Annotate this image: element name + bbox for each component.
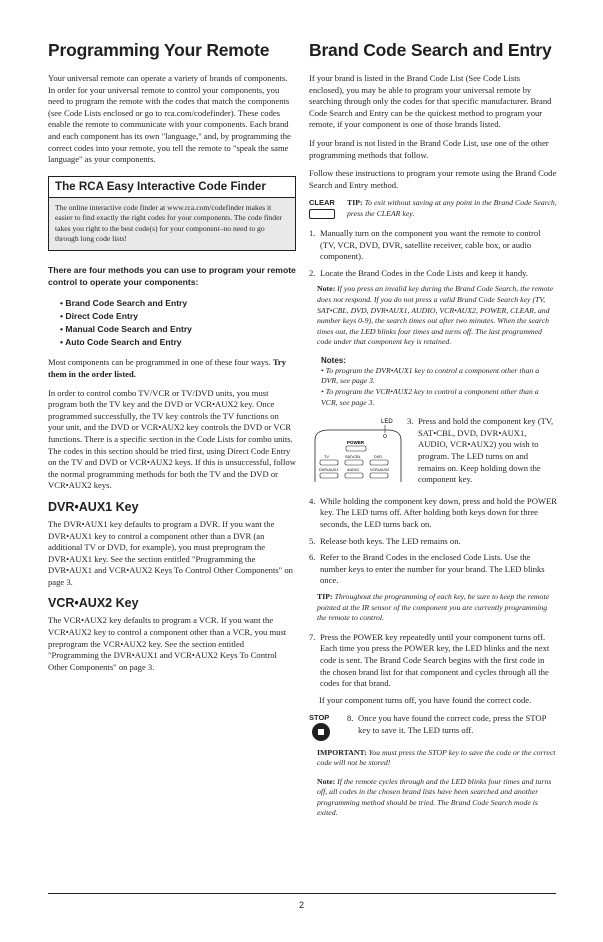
stop-key-label: STOP bbox=[309, 713, 330, 723]
ir-sensor-tip bbox=[317, 592, 557, 624]
order-paragraph bbox=[48, 357, 296, 380]
note-label: Note: bbox=[317, 284, 336, 294]
order-text: Most components can be programmed in one of these four ways. bbox=[48, 357, 271, 368]
clear-key-shape bbox=[309, 209, 335, 219]
step-3: 3. Press and hold the component key (TV, SAT•CBL, DVD, DVR•AUX1, AUDIO, VCR•AUX2) you wish to program. The LED turns on and remains on. Keep holding down the component key. bbox=[407, 416, 557, 486]
important-body: You must press the STOP key to save the code or the correct code will not be stored! bbox=[317, 747, 556, 768]
notes-label: Notes: bbox=[321, 355, 346, 365]
power-key bbox=[346, 446, 366, 451]
step-6-text: Refer to the Brand Codes in the enclosed Code Lists. Use the number keys to enter the number for your brand. The LED blinks once. bbox=[320, 552, 545, 586]
led-label: LED bbox=[381, 419, 393, 426]
clear-tip bbox=[309, 198, 557, 220]
dvd-key bbox=[370, 460, 388, 465]
remote-illustration bbox=[309, 416, 403, 484]
remote-step-row bbox=[309, 416, 557, 491]
notes-block bbox=[309, 356, 557, 408]
step-7: 7. Press the POWER key repeatedly until your component turns off. Each time you press the POWER key, the LED blinks and the next code is sent. The Brand Code Search begins with the first code in the chosen brand list for that component and cycles through all the codes for that brand. bbox=[309, 632, 557, 690]
dvr-paragraph: The DVR•AUX1 key defaults to program a DVR. If you want the DVR•AUX1 key to control a component other than a DVR (an additional TV or DVD, for example), you must preprogram the DVR•AUX1 key. See the section entitled "Programming the DVR•AUX1 and VCR•AUX2 Keys To Control Other Components" on page 3. bbox=[48, 518, 293, 587]
step-4-text: While holding the component key down, press and hold the POWER key. The LED turns off. After holding both keys down for three seconds, the LED turns back on. bbox=[320, 495, 558, 529]
stop-key-shape bbox=[312, 723, 330, 741]
page-number: 2 bbox=[298, 900, 304, 910]
tv-key bbox=[320, 460, 338, 465]
led-indicator bbox=[384, 435, 387, 438]
step-2: 2. Locate the Brand Codes in the Code Lists and keep it handy. bbox=[309, 268, 557, 280]
vcr-heading: VCR•AUX2 Key bbox=[48, 596, 139, 611]
important-note bbox=[317, 748, 557, 769]
step-6: 6. Refer to the Brand Codes in the enclosed Code Lists. Use the number keys to enter the number for your brand. The LED blinks once. bbox=[309, 552, 557, 587]
brand-p1: If your brand is listed in the Brand Code List (See Code Lists enclosed), you may be able to program your universal remote by searching through only the codes for that specific manufacturer. Brand Code Search and Entry can be the quickest method to program your remote, if your component is one of those brands listed. bbox=[309, 73, 552, 130]
tip-label: TIP: bbox=[347, 198, 363, 208]
step-7-followup: If your component turns off, you have found the correct code. bbox=[319, 694, 532, 705]
tv-key-label: TV bbox=[324, 455, 329, 460]
notes-item: • To program the DVR•AUX1 key to control a component other than a DVR, see page 3. bbox=[321, 365, 540, 386]
combo-paragraph: In order to control combo TV/VCR or TV/DVD units, you must program both the TV key and the DVD or VCR•AUX2 key. Once programmed successfully, the TV key controls the TV functions on your unit, and the DVD or VCR•AUX2 key controls the DVD or VCR functions. There is a specific section in the Code Lists for combo units. The codes in this section should be tried first, using Direct Code Entry on the TV and DVD or VCR•AUX2 keys. If this is unsuccessful, follow the normal programming methods for both the TV and the DVD or VCR•AUX2 keys. bbox=[48, 387, 296, 491]
important-label: IMPORTANT: bbox=[317, 747, 367, 757]
order-bold: Try them in the order listed. bbox=[48, 357, 287, 379]
step-5: 5. Release both keys. The LED remains on. bbox=[309, 536, 557, 548]
vcraux2-key bbox=[370, 473, 388, 478]
notes-item: • To program the VCR•AUX2 key to control a component other than a VCR, see page 3. bbox=[321, 387, 539, 407]
step-3-text: Press and hold the component key (TV, SAT•CBL, DVD, DVR•AUX1, AUDIO, VCR•AUX2) you wish to program. The LED turns on and remains on. Keep holding down the component key. bbox=[418, 416, 554, 485]
step-2-text: Locate the Brand Codes in the Code Lists and keep it handy. bbox=[320, 267, 529, 278]
method-item: • Direct Code Entry bbox=[60, 310, 296, 323]
step-1-text: Manually turn on the component you want the remote to control (TV, VCR, DVD, DVR, satellite receiver, cable box, or audio component). bbox=[320, 227, 541, 262]
tip2-label: TIP: bbox=[317, 591, 333, 601]
brand-p2: If your brand is not listed in the Brand Code List, use one of the other programming methods that follow. bbox=[309, 137, 549, 160]
note2-label: Note: bbox=[317, 776, 336, 786]
stop-key-icon bbox=[309, 713, 339, 741]
invalid-key-note bbox=[317, 284, 557, 348]
step-8: 8. Once you have found the correct code, press the STOP key to save it. The LED turns off. bbox=[347, 713, 557, 736]
code-finder-callout bbox=[48, 176, 296, 252]
callout-title: The RCA Easy Interactive Code Finder bbox=[49, 177, 295, 198]
tip2-body: Throughout the programming of each key, be sure to keep the remote pointed at the IR sensor of the component you are currently programming the remote to control. bbox=[317, 591, 550, 623]
audio-key bbox=[345, 473, 363, 478]
tip-clear-text bbox=[347, 198, 557, 220]
callout-text: The online interactive code finder at www.rca.com/codefinder makes it easier to find exactly the right codes for your components. The code finder takes you right to the best code(s) for your component–no need to go through long code lists! bbox=[55, 202, 282, 243]
power-label: POWER bbox=[347, 440, 365, 446]
note-body: If you press an invalid key during the Brand Code Search, the remote does not respond. If you do not press a valid Brand Code Search key (TV, SAT•CBL, DVD, DVR•AUX1, AUDIO, VCR•AUX2, POWER, CLEAR, and number keys 0-9), the search times out after two minutes. When the search times out, the LED blinks four times and turns off. The last programmed code under that component key is retained. bbox=[317, 284, 554, 347]
left-column bbox=[48, 40, 296, 680]
methods-heading: There are four methods you can use to program your remote control to operate your components: bbox=[48, 265, 296, 287]
programming-title: Programming Your Remote bbox=[48, 40, 270, 60]
intro-paragraph: Your universal remote can operate a variety of brands of components. In order for your universal remote to control your components, you need to program the remote with the codes that match the components (see Code Lists enclosed or go to rca.com/codefinder). These codes enable the remote to communicate with your components. Each brand and each component has its own "language," and, by programming the correct codes into your remote, you tell the remote to "speak the same language" as your components. bbox=[48, 73, 291, 165]
dvd-key-label: DVD bbox=[374, 455, 383, 460]
dvr-heading: DVR•AUX1 Key bbox=[48, 499, 139, 514]
note2-body: If the remote cycles through and the LED blinks four times and turns off, all codes in the chosen brand lists have been searched and another programming method should be tried. The Brand Code Search mode is exited. bbox=[317, 776, 552, 818]
method-item: • Auto Code Search and Entry bbox=[60, 336, 296, 349]
brand-p3: Follow these instructions to program your remote using the Brand Code Search and Entry method. bbox=[309, 168, 557, 190]
clear-key-label: CLEAR bbox=[309, 198, 335, 208]
step-1: 1. Manually turn on the component you want the remote to control (TV, VCR, DVD, DVR, satellite receiver, cable box, or audio component). bbox=[309, 228, 557, 263]
vcraux2-key-label: VCR•AUX2 bbox=[370, 468, 390, 473]
vcr-paragraph: The VCR•AUX2 key defaults to program a VCR. If you want the VCR•AUX2 key to control a component other than a VCR, you must preprogram the VCR•AUX2 key. See the section entitled "Programming the DVR•AUX1 and VCR•AUX2 Keys To Control Other Components" on page 3. bbox=[48, 615, 287, 672]
clear-key-icon bbox=[309, 198, 339, 219]
right-column bbox=[309, 40, 557, 827]
footer-rule bbox=[48, 893, 556, 894]
step-7-text: Press the POWER key repeatedly until your component turns off. Each time you press the POWER key, the LED blinks and the next code is sent. The Brand Code Search begins with the first code in the chosen brand list for that component and cycles through all the codes for that brand. bbox=[320, 631, 550, 689]
brand-code-title: Brand Code Search and Entry bbox=[309, 40, 552, 60]
cycle-note bbox=[317, 777, 557, 819]
audio-key-label: AUDIO bbox=[347, 468, 360, 473]
methods-list bbox=[48, 297, 296, 350]
tip-body: To exit without saving at any point in the Brand Code Search, press the CLEAR key. bbox=[347, 198, 557, 219]
step-8-text: Once you have found the correct code, press the STOP key to save it. The LED turns off. bbox=[358, 713, 547, 735]
step-5-text: Release both keys. The LED remains on. bbox=[320, 535, 461, 546]
dvraux1-key-label: DVR•AUX1 bbox=[319, 468, 339, 473]
dvraux1-key bbox=[320, 473, 338, 478]
method-item: • Brand Code Search and Entry bbox=[60, 297, 296, 310]
method-item: • Manual Code Search and Entry bbox=[60, 323, 296, 336]
satcbl-key bbox=[345, 460, 363, 465]
stop-step-row bbox=[309, 713, 557, 741]
step-4: 4. While holding the component key down, press and hold the POWER key. The LED turns off. After holding both keys down for three seconds, the LED turns back on. bbox=[309, 495, 558, 529]
satcbl-key-label: SAT•CBL bbox=[345, 455, 361, 460]
